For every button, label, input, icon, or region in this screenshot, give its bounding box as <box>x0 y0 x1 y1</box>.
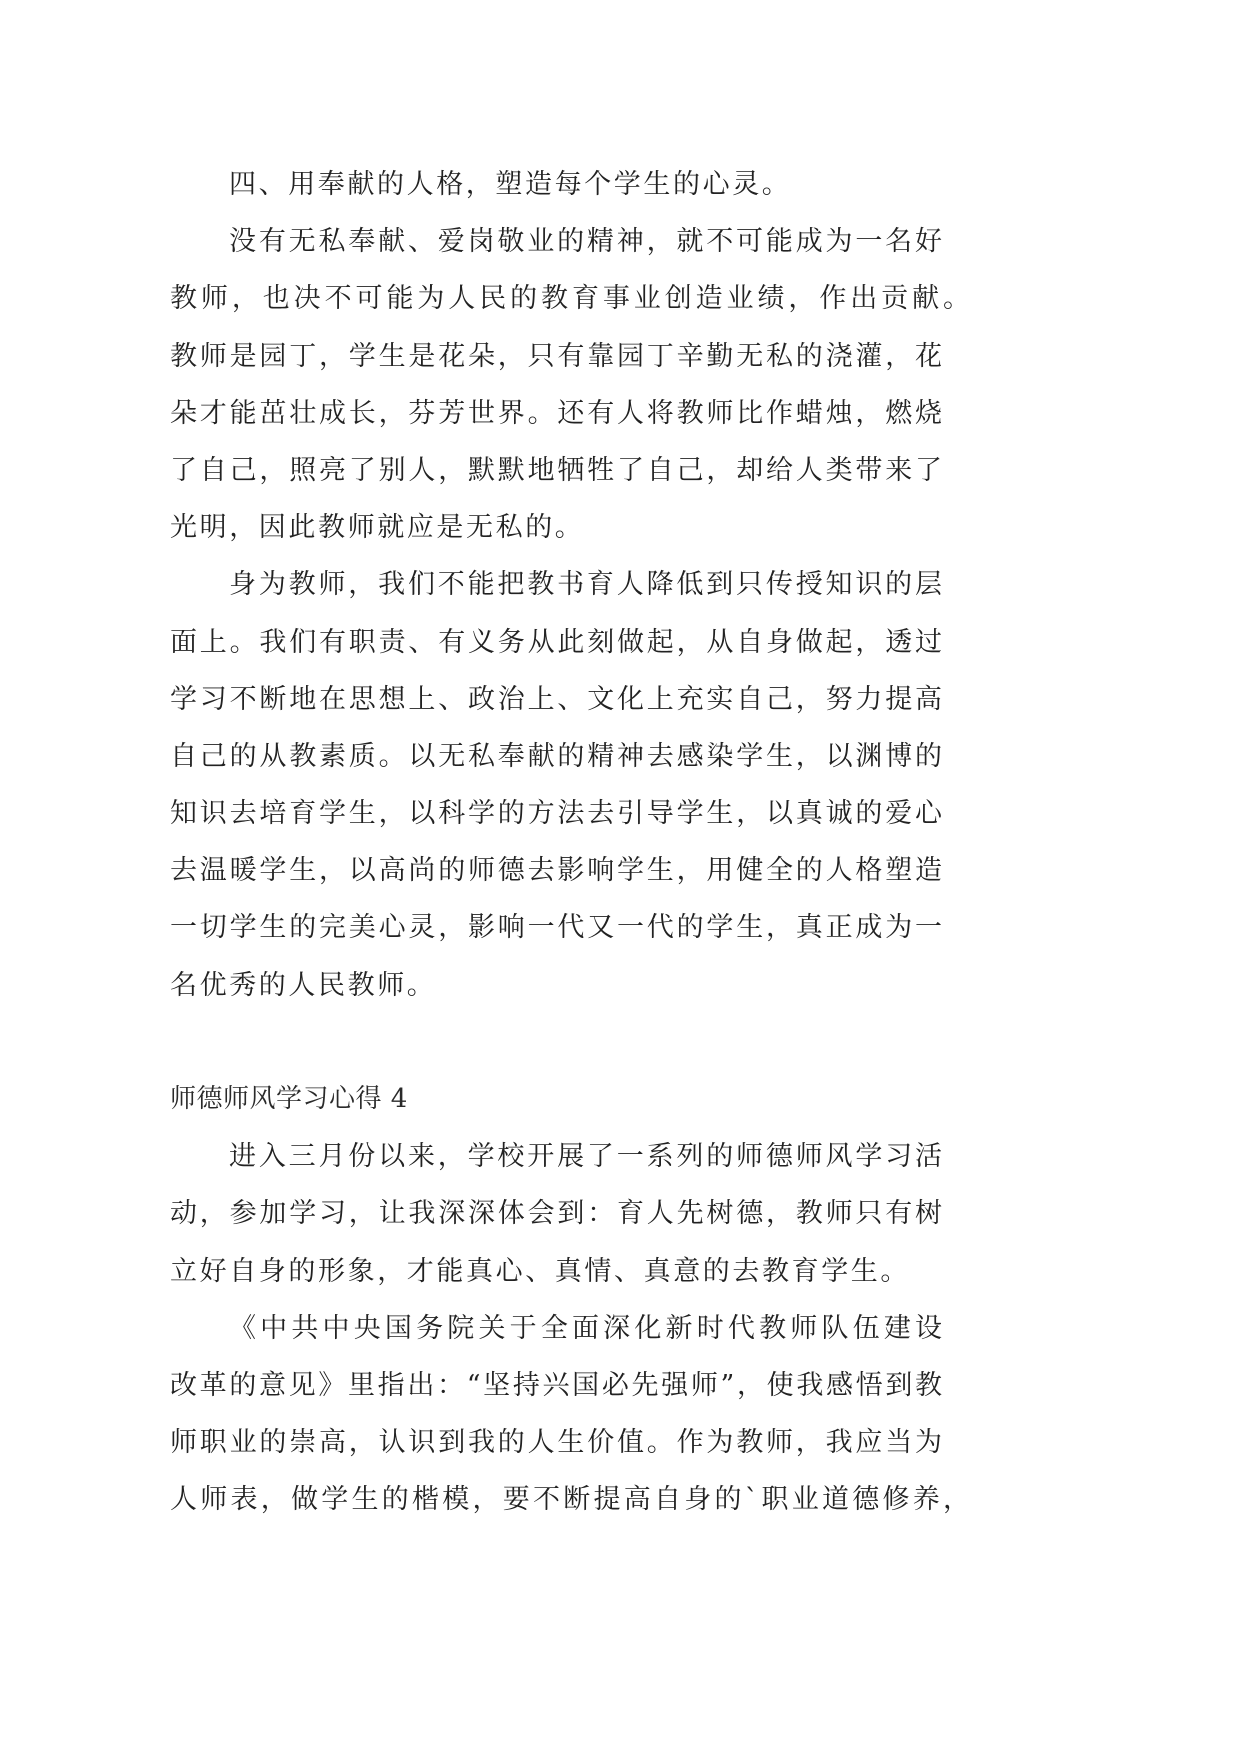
text-line: 去温暖学生，以高尚的师德去影响学生，用健全的人格塑造 <box>170 855 942 887</box>
paragraph <box>170 1300 970 1529</box>
text-line: 光明，因此教师就应是无私的。 <box>170 512 585 544</box>
paragraph <box>170 213 970 556</box>
section-one <box>170 156 970 1014</box>
section-heading: 师德师风学习心得 4 <box>170 1084 408 1114</box>
text-line: 教师，也决不可能为人民的教育事业创造业绩，作出贡献。 <box>170 283 970 315</box>
text-line: 身为教师，我们不能把教书育人降低到只传授知识的层 <box>229 569 942 601</box>
paragraph <box>170 556 970 1014</box>
text-line: 立好自身的形象，才能真心、真情、真意的去教育学生。 <box>170 1255 910 1287</box>
paragraph <box>170 1128 970 1300</box>
text-line: 了自己，照亮了别人，默默地牺牲了自己，却给人类带来了 <box>170 454 942 486</box>
text-line: 进入三月份以来，学校开展了一系列的师德师风学习活 <box>229 1141 942 1173</box>
text-line: 四、用奉献的人格，塑造每个学生的心灵。 <box>229 169 792 200</box>
text-line: 教师是园丁，学生是花朵，只有靠园丁辛勤无私的浇灌，花 <box>170 340 942 372</box>
text-line: 师职业的崇高，认识到我的人生价值。作为教师，我应当为 <box>170 1427 942 1459</box>
text-line: 一切学生的完美心灵，影响一代又一代的学生，真正成为一 <box>170 912 942 944</box>
paragraph <box>170 156 970 213</box>
document-body <box>170 156 970 1529</box>
text-line: 知识去培育学生，以科学的方法去引导学生，以真诚的爱心 <box>170 798 942 830</box>
text-line: 面上。我们有职责、有义务从此刻做起，从自身做起，透过 <box>170 626 942 658</box>
text-line: 改革的意见》里指出：“坚持兴国必先强师”，使我感悟到教 <box>170 1369 942 1401</box>
section-two <box>170 1071 970 1529</box>
text-line: 学习不断地在思想上、政治上、文化上充实自己，努力提高 <box>170 683 942 715</box>
text-line: 名优秀的人民教师。 <box>170 969 437 1001</box>
text-line: 朵才能茁壮成长，芬芳世界。还有人将教师比作蜡烛，燃烧 <box>170 397 942 429</box>
text-line: 自己的从教素质。以无私奉献的精神去感染学生，以渊博的 <box>170 740 942 772</box>
text-line: 动，参加学习，让我深深体会到：育人先树德，教师只有树 <box>170 1198 942 1230</box>
text-line: 《中共中央国务院关于全面深化新时代教师队伍建设 <box>229 1312 942 1344</box>
text-line: 人师表，做学生的楷模，要不断提高自身的`职业道德修养， <box>170 1484 970 1516</box>
text-line: 没有无私奉献、爱岗敬业的精神，就不可能成为一名好 <box>229 226 942 258</box>
